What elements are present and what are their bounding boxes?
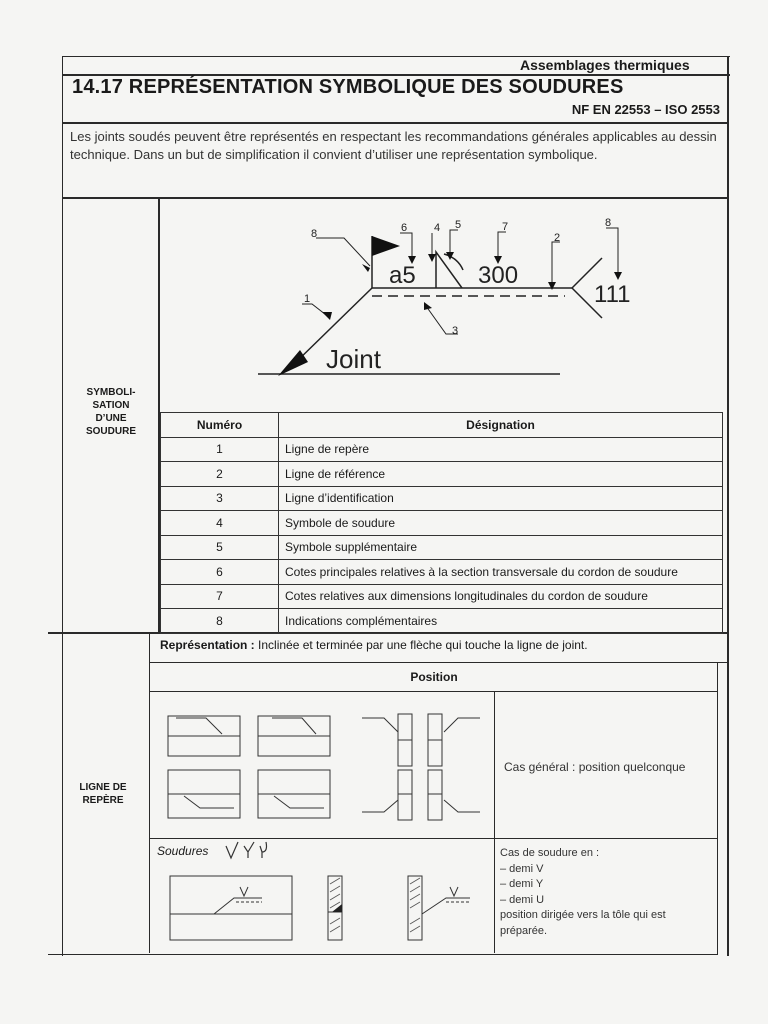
table-row: [161, 609, 723, 634]
legend-number: 4: [161, 511, 279, 536]
legend-designation: Ligne de référence: [279, 462, 723, 487]
weld-size-text: a5: [389, 262, 416, 289]
legend-designation: Cotes principales relatives à la section transversale du cordon de soudure: [279, 560, 723, 585]
legend-designation: Ligne d’identification: [279, 486, 723, 511]
process-number-text: 111: [594, 281, 631, 308]
legend-designation: Symbole de soudure: [279, 511, 723, 536]
weld-bead-icon: [332, 904, 342, 912]
section-label-ligne-repere: LIGNE DE REPÈRE: [79, 782, 127, 806]
soudure-type-glyphs: [226, 842, 267, 858]
legend-number: 3: [161, 486, 279, 511]
callout-8a: 8: [311, 228, 318, 240]
weld-case-text: Cas de soudure en : – demi V – demi Y – demi U position dirigée vers la tôle qui est préparée.: [500, 847, 666, 937]
table-row: [161, 535, 723, 560]
table-row: [161, 486, 723, 511]
legend-number: 7: [161, 584, 279, 609]
legend-number: 8: [161, 609, 279, 634]
col-header-designation: Désignation: [279, 413, 723, 438]
position-sketches: [168, 714, 480, 940]
joint-label: Joint: [326, 344, 381, 374]
callout-4: 4: [434, 222, 441, 234]
general-case-text: Cas général : position quelconque: [504, 760, 686, 774]
section-label-symbolisation: SYMBOLI- SATION D’UNE SOUDURE: [85, 387, 136, 437]
table-row: [161, 511, 723, 536]
legend-number: 2: [161, 462, 279, 487]
legend-designation: Ligne de repère: [279, 437, 723, 462]
legend-number: 6: [161, 560, 279, 585]
norm-reference: NF EN 22553 – ISO 2553: [571, 102, 720, 117]
intro-paragraph: Les joints soudés peuvent être représentés en respectant les recommandations générales applicables au dessin technique. Dans un but de simplification il convient d’utiliser une représentation symbolique.: [70, 129, 717, 162]
soudures-label: Soudures: [157, 844, 209, 858]
legend-table: [160, 412, 723, 634]
table-row: [161, 584, 723, 609]
callout-5: 5: [455, 219, 462, 231]
callout-2: 2: [554, 232, 561, 244]
callout-7: 7: [502, 221, 509, 233]
legend-number: 1: [161, 437, 279, 462]
legend-designation: Symbole supplémentaire: [279, 535, 723, 560]
weld-length-text: 300: [478, 262, 519, 289]
category-header: Assemblages thermiques: [520, 57, 690, 73]
flag-icon: [372, 236, 400, 256]
table-row: [161, 560, 723, 585]
callout-6: 6: [401, 222, 408, 234]
table-row: [161, 462, 723, 487]
callout-3: 3: [452, 325, 459, 337]
position-header: Position: [410, 670, 458, 684]
callout-8b: 8: [605, 217, 612, 229]
legend-number: 5: [161, 535, 279, 560]
representation-text: Représentation : Inclinée et terminée par une flèche qui touche la ligne de joint.: [160, 638, 588, 652]
page-title: 14.17 REPRÉSENTATION SYMBOLIQUE DES SOUDURES: [72, 76, 624, 98]
legend-designation: Indications complémentaires: [279, 609, 723, 634]
callout-1: 1: [304, 293, 311, 305]
col-header-num: Numéro: [161, 413, 279, 438]
table-row: [161, 437, 723, 462]
legend-designation: Cotes relatives aux dimensions longitudinales du cordon de soudure: [279, 584, 723, 609]
